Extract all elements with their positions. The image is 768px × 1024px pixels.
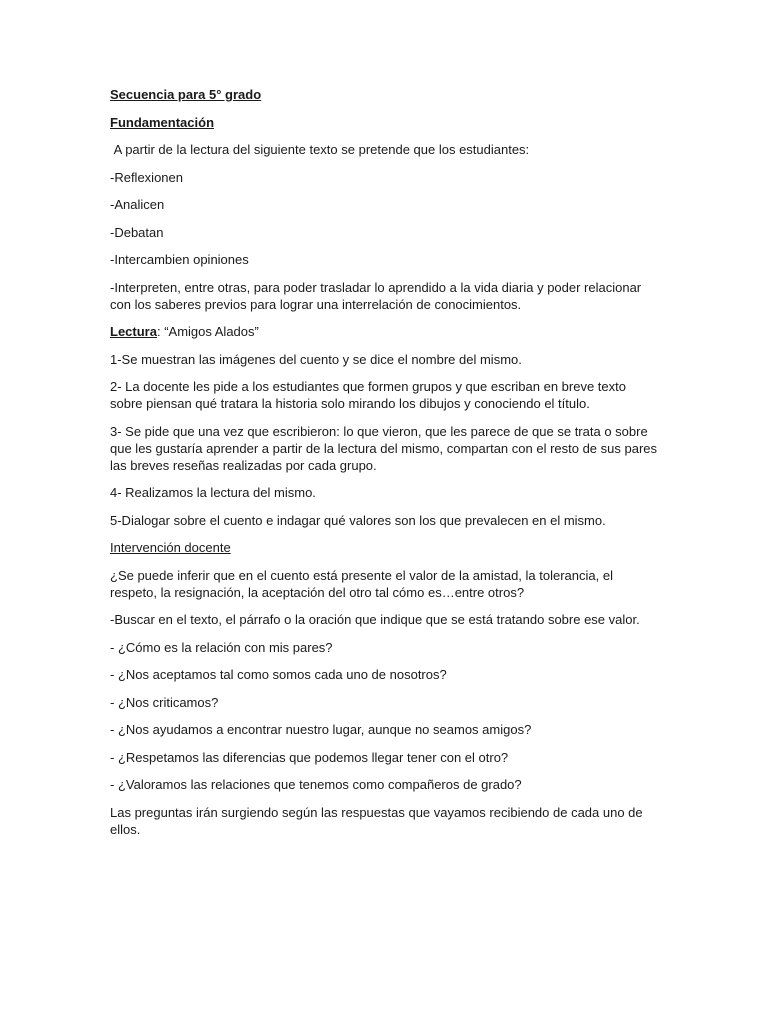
buscar-paragraph: -Buscar en el texto, el párrafo o la oración que indique que se está tratando sobre ese valor. bbox=[110, 612, 640, 627]
question-item: - ¿Nos ayudamos a encontrar nuestro lugar, aunque no seamos amigos? bbox=[110, 722, 532, 737]
lectura-title: : “Amigos Alados” bbox=[156, 324, 259, 339]
closing-paragraph: Las preguntas irán surgiendo según las respuestas que vayamos recibiendo de cada uno de ellos. bbox=[110, 804, 643, 837]
document-page bbox=[110, 86, 662, 848]
question-item: - ¿Nos criticamos? bbox=[110, 694, 219, 710]
lectura-label: Lectura bbox=[110, 324, 157, 339]
fundamentacion-heading: Fundamentación bbox=[110, 114, 215, 130]
step-item: 4- Realizamos la lectura del mismo. bbox=[110, 485, 316, 500]
document-title: Secuencia para 5° grado bbox=[110, 87, 262, 102]
question-item: - ¿Valoramos las relaciones que tenemos como compañeros de grado? bbox=[110, 777, 522, 792]
question-item: - ¿Nos aceptamos tal como somos cada uno de nosotros? bbox=[110, 667, 447, 682]
step-item: 5-Dialogar sobre el cuento e indagar qué valores son los que prevalecen en el mismo. bbox=[110, 512, 606, 528]
goal-item: -Analicen bbox=[110, 197, 165, 212]
step-item: 2- La docente les pide a los estudiantes que formen grupos y que escriban en breve texto sobre piensan qué tratara la historia solo mirando los dibujos y conociendo el título. bbox=[110, 379, 626, 411]
goal-item: -Interpreten, entre otras, para poder trasladar lo aprendido a la vida diaria y poder relacionar con los saberes previos para lograr una interrelación de conocimientos. bbox=[110, 279, 642, 312]
step-item: 3- Se pide que una vez que escribieron: lo que vieron, que les parece de que se trata o sobre que les gustaría aprender a partir de la lectura del mismo, compartan con el resto de sus pares las breves reseñas realizadas por cada grupo. bbox=[110, 423, 658, 473]
lectura-line bbox=[110, 323, 662, 340]
intro-paragraph: A partir de la lectura del siguiente texto se pretende que los estudiantes: bbox=[110, 142, 530, 157]
question-item: - ¿Respetamos las diferencias que podemos llegar tener con el otro? bbox=[110, 749, 509, 765]
intervencion-heading: Intervención docente bbox=[110, 540, 231, 555]
question-item: - ¿Cómo es la relación con mis pares? bbox=[110, 639, 333, 655]
step-item: 1-Se muestran las imágenes del cuento y se dice el nombre del mismo. bbox=[110, 351, 522, 367]
goal-item: -Reflexionen bbox=[110, 169, 183, 185]
intervencion-intro: ¿Se puede inferir que en el cuento está presente el valor de la amistad, la tolerancia, el respeto, la resignación, la aceptación del otro tal cómo es…entre otros? bbox=[110, 567, 613, 600]
goal-item: -Intercambien opiniones bbox=[110, 252, 249, 267]
goal-item: -Debatan bbox=[110, 224, 164, 240]
